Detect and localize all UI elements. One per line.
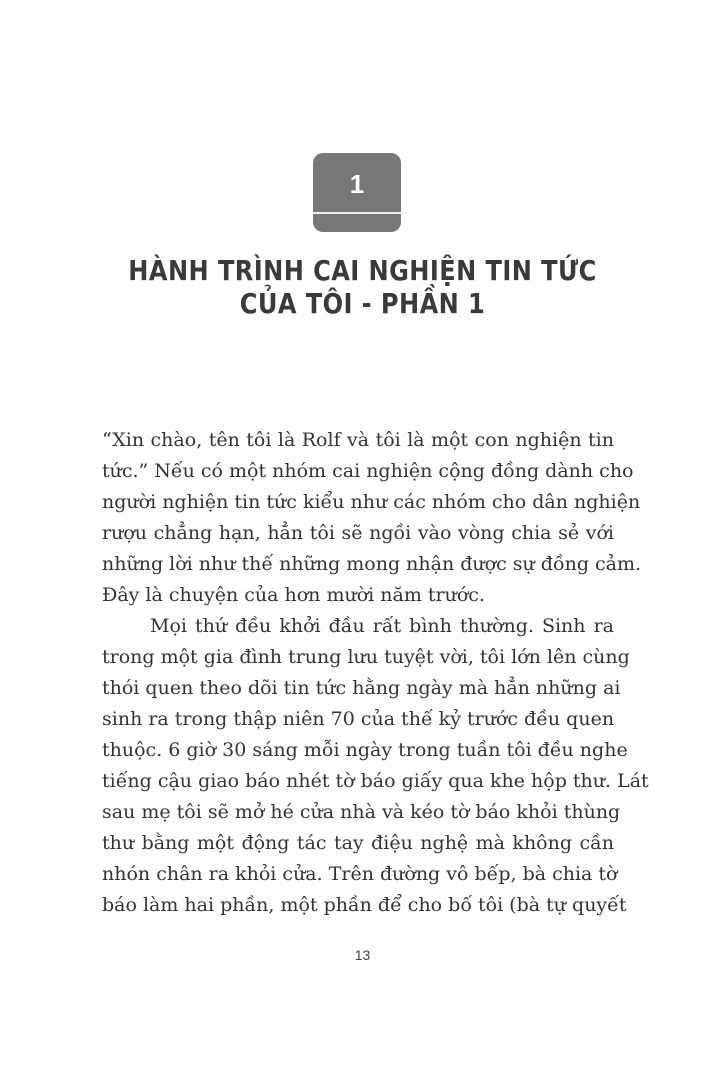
text-line: trong một gia đình trung lưu tuyệt vời, tôi lớn lên cùng	[102, 646, 630, 668]
badge-divider	[313, 212, 401, 214]
text-line: Mọi thứ đều khởi đầu rất bình thường. Sinh ra	[150, 615, 614, 637]
text-line: Đây là chuyện của hơn mười năm trước.	[102, 584, 485, 606]
text-line: thư bằng một động tác tay điệu nghệ mà không cần	[102, 832, 614, 854]
text-line: sinh ra trong thập niên 70 của thế kỷ trước đều quen	[102, 708, 615, 730]
text-line: sau mẹ tôi sẽ mở hé cửa nhà và kéo tờ báo khỏi thùng	[102, 801, 621, 823]
chapter-title-line-1: HÀNH TRÌNH CAI NGHIỆN TIN TỨC	[128, 254, 597, 287]
chapter-number-badge	[313, 153, 401, 232]
text-line: nhón chân ra khỏi cửa. Trên đường vô bếp, bà chia tờ	[102, 863, 618, 885]
text-line: thói quen theo dõi tin tức hằng ngày mà hẳn những ai	[102, 677, 621, 699]
text-line: tức.” Nếu có một nhóm cai nghiện cộng đồng dành cho	[102, 460, 634, 482]
chapter-number: 1	[349, 169, 365, 199]
body-text	[102, 425, 649, 921]
text-line: thuộc. 6 giờ 30 sáng mỗi ngày trong tuần tôi đều nghe	[102, 739, 628, 761]
text-line: tiếng cậu giao báo nhét tờ báo giấy qua khe hộp thư. Lát	[102, 770, 649, 792]
chapter-title-line-2: CỦA TÔI - PHẦN 1	[239, 287, 486, 320]
text-line: những lời như thế những mong nhận được sự đồng cảm.	[102, 553, 642, 575]
text-line: “Xin chào, tên tôi là Rolf và tôi là một con nghiện tin	[102, 429, 614, 451]
text-line: báo làm hai phần, một phần để cho bố tôi (bà tự quyết	[102, 894, 627, 916]
text-line: rượu chẳng hạn, hẳn tôi sẽ ngồi vào vòng chia sẻ với	[102, 522, 614, 544]
text-line: người nghiện tin tức kiểu như các nhóm cho dân nghiện	[102, 491, 641, 513]
page-number: 13	[354, 947, 371, 963]
